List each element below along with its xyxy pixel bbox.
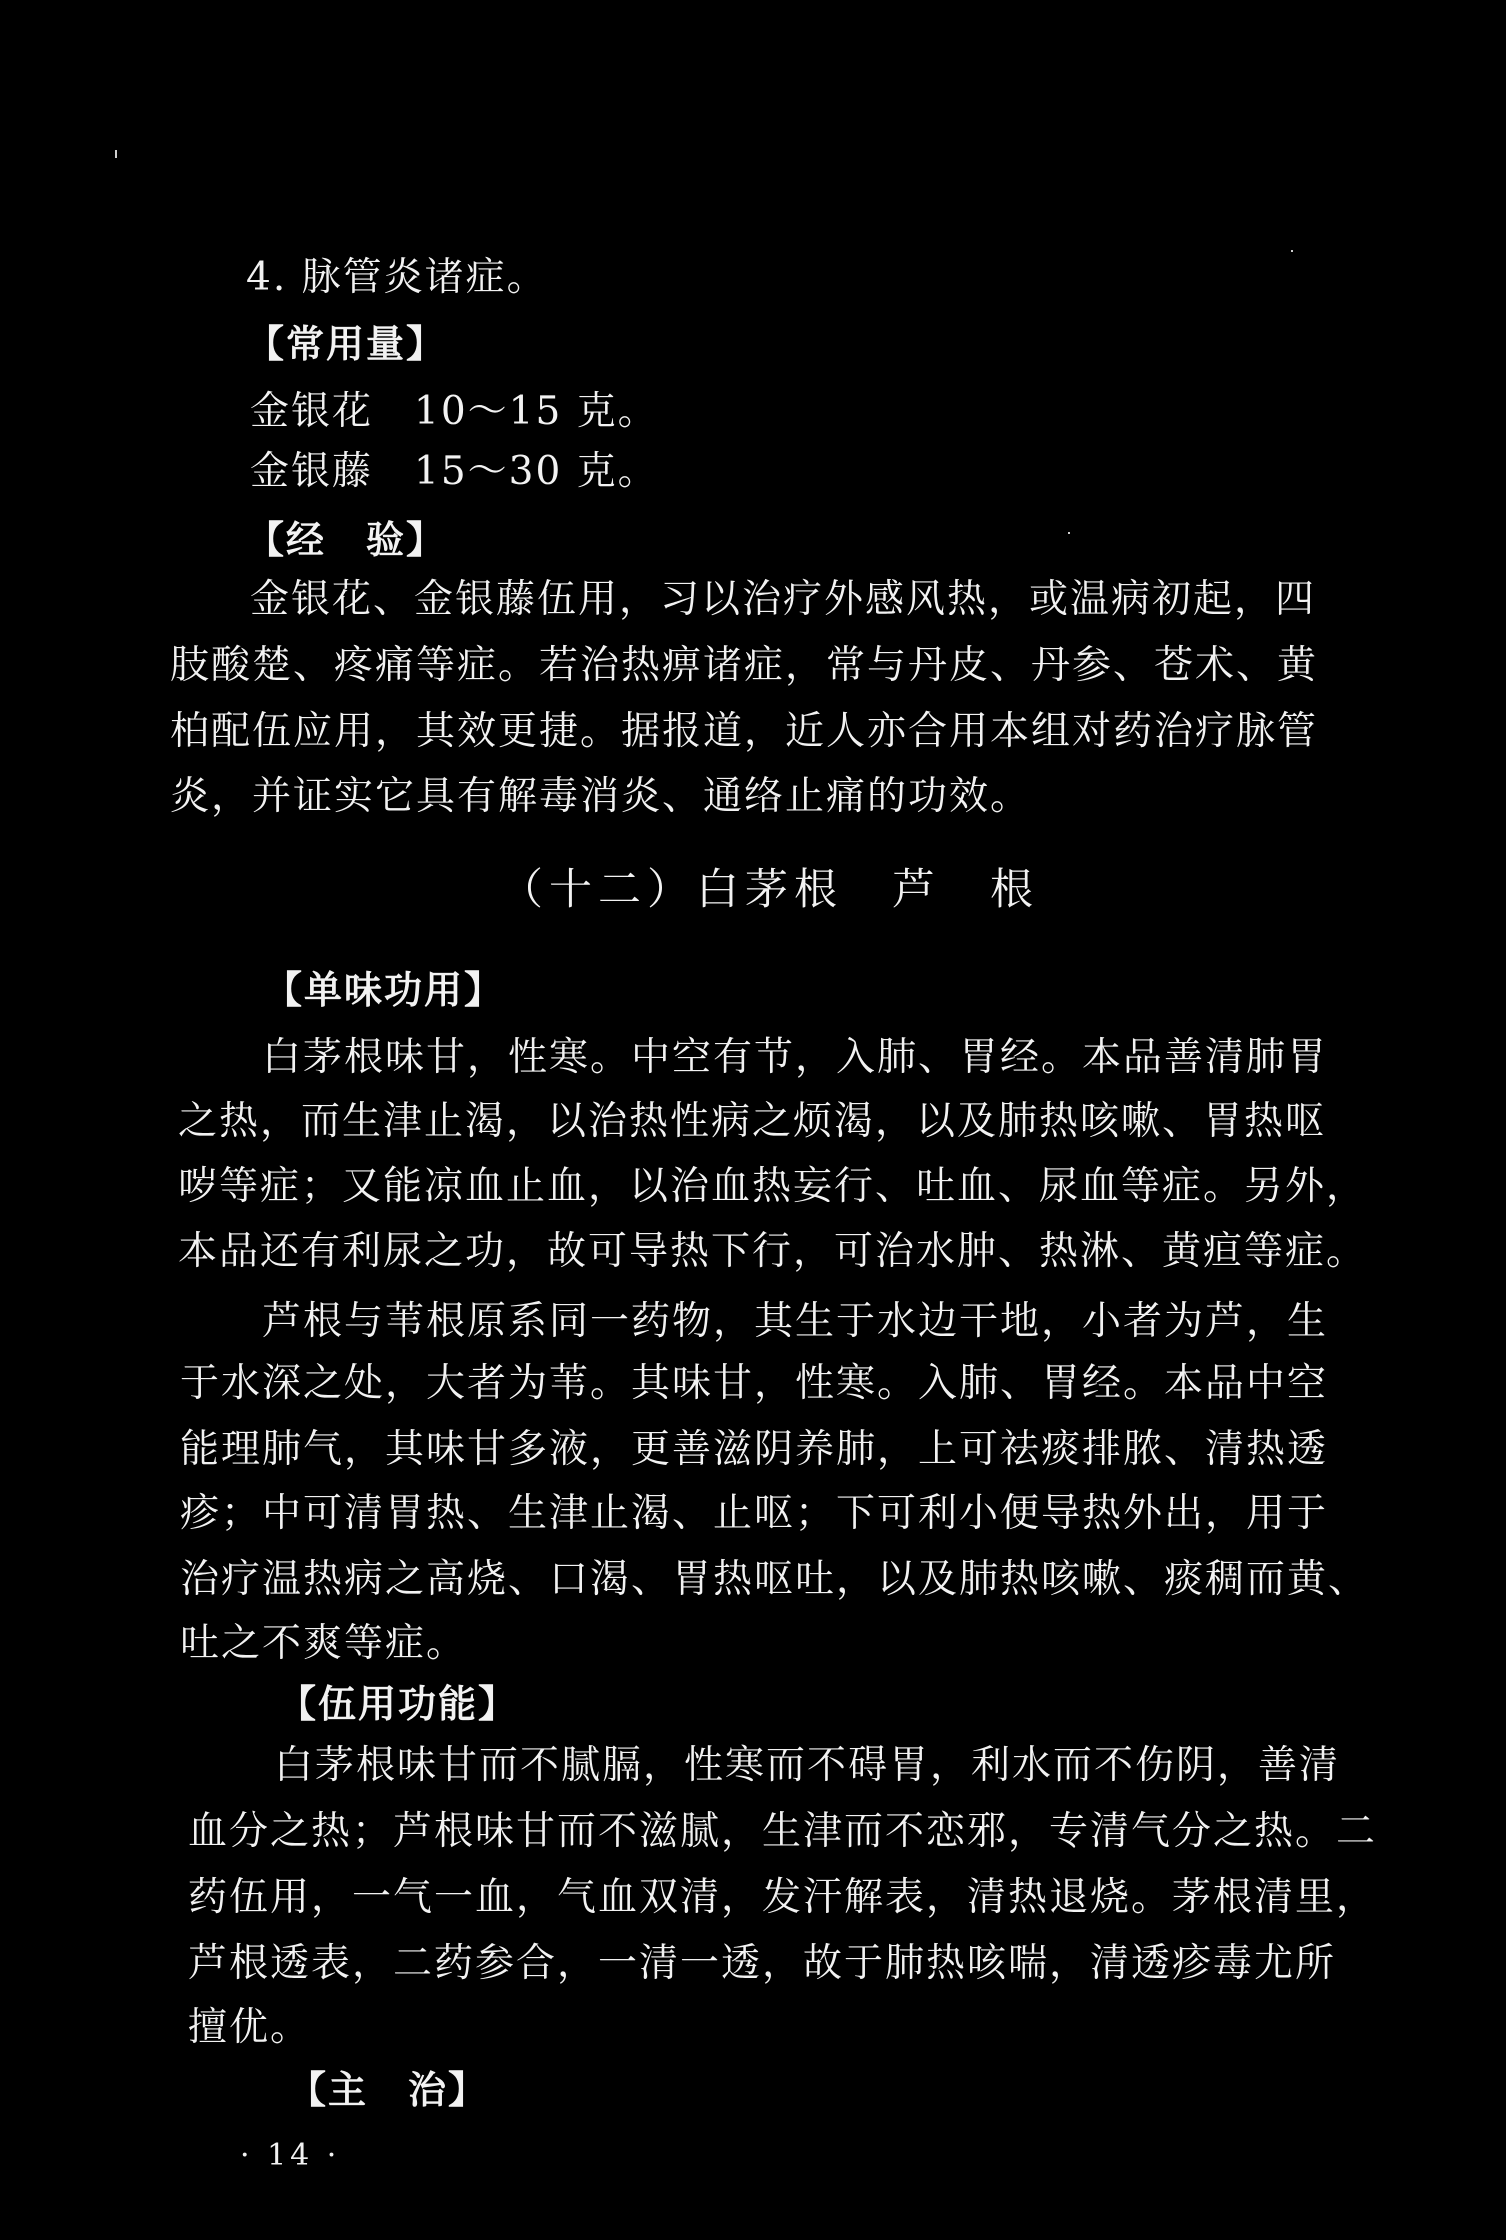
paragraph-line: 肢酸楚、疼痛等症。若治热痹诸症，常与丹皮、丹参、苍术、黄 [170,643,1319,688]
paragraph-line: 白茅根味甘，性寒。中空有节，入肺、胃经。本品善清肺胃 [262,1035,1329,1080]
paragraph-line: 疹；中可清胃热、生津止渴、止呕；下可利小便导热外出，用于 [180,1491,1329,1536]
scan-speck [1291,250,1293,252]
paragraph-line: 本品还有利尿之功，故可导热下行，可治水肿、热淋、黄疸等症。 [178,1229,1368,1274]
section-title: （十二）白茅根 芦 根 [500,865,1039,915]
dosage-line: 金银花 10～15 克。 [250,389,659,434]
paragraph-line: 药伍用，一气一血，气血双清，发汗解表，清热退烧。茅根清里， [188,1875,1378,1920]
paragraph-line: 哕等症；又能凉血止血，以治血热妄行、吐血、尿血等症。另外， [178,1164,1368,1209]
paragraph-line: 吐之不爽等症。 [180,1621,468,1666]
scan-speck [115,150,117,158]
paragraph-line: 芦根与苇根原系同一药物，其生于水边干地，小者为芦，生 [262,1299,1329,1344]
combined-function-heading: 【伍用功能】 [278,1682,519,1726]
paragraph-line: 柏配伍应用，其效更捷。据报道，近人亦合用本组对药治疗脉管 [170,709,1319,754]
paragraph-line: 血分之热；芦根味甘而不滋腻，生津而不恋邪，专清气分之热。二 [188,1809,1378,1854]
paragraph-line: 擅优。 [188,2005,312,2050]
experience-heading: 【经 验】 [246,518,447,562]
dosage-line: 金银藤 15～30 克。 [250,449,659,494]
page-number: · 14 · [240,2138,341,2173]
dosage-heading: 【常用量】 [246,322,447,366]
paragraph-line: 白茅根味甘而不腻膈，性寒而不碍胃，利水而不伤阴，善清 [274,1743,1341,1788]
list-item-4: 4. 脉管炎诸症。 [246,255,548,300]
paragraph-line: 炎，并证实它具有解毒消炎、通络止痛的功效。 [170,774,1032,819]
paragraph-line: 之热，而生津止渴，以治热性病之烦渴，以及肺热咳嗽、胃热呕 [178,1099,1327,1144]
single-function-heading: 【单味功用】 [264,968,505,1012]
indications-heading: 【主 治】 [288,2068,489,2112]
paragraph-line: 能理肺气，其味甘多液，更善滋阴养肺，上可祛痰排脓、清热透 [180,1427,1329,1472]
paragraph-line: 治疗温热病之高烧、口渴、胃热呕吐，以及肺热咳嗽、痰稠而黄、 [180,1557,1370,1602]
paragraph-line: 金银花、金银藤伍用，习以治疗外感风热，或温病初起，四 [250,577,1317,622]
scan-speck [1068,532,1070,534]
paragraph-line: 芦根透表，二药参合，一清一透，故于肺热咳喘，清透疹毒尤所 [188,1941,1337,1986]
paragraph-line: 于水深之处，大者为苇。其味甘，性寒。入肺、胃经。本品中空 [180,1361,1329,1406]
